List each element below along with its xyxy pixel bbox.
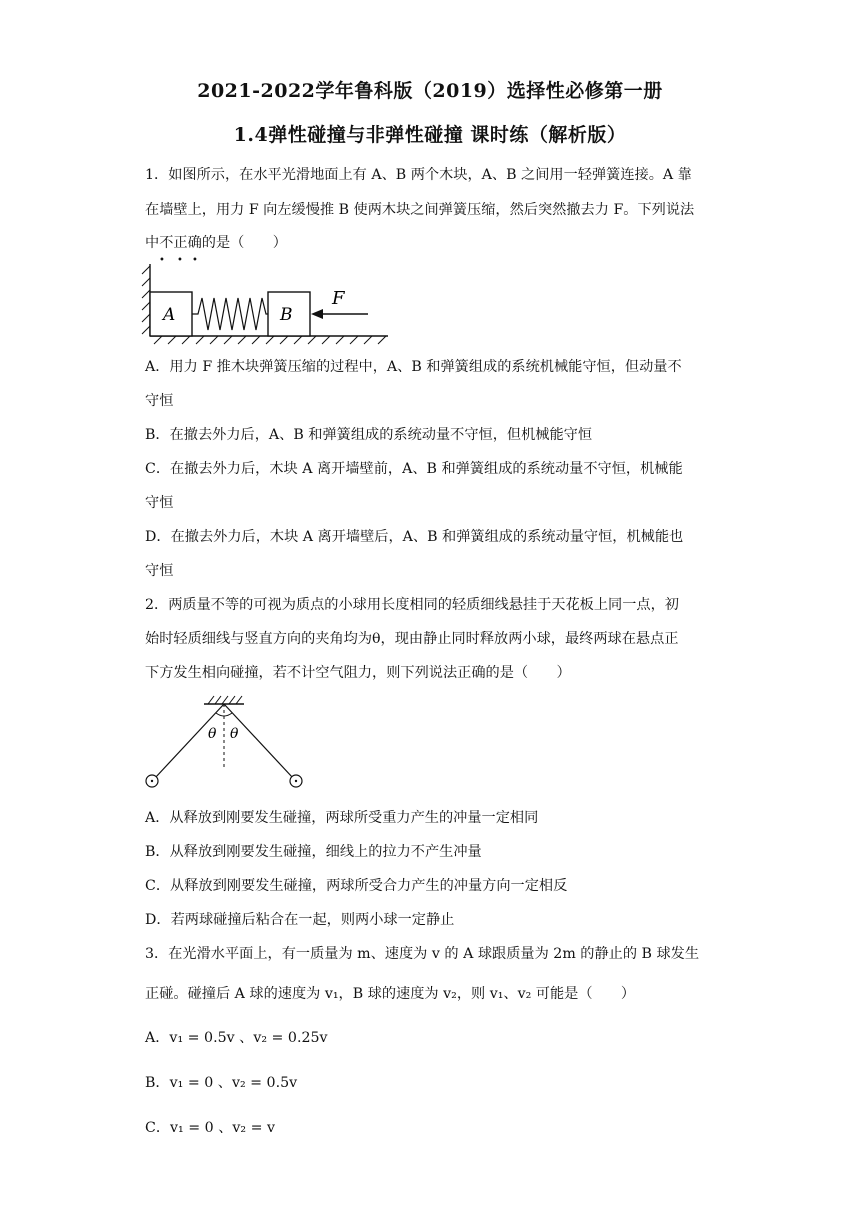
document-title-line1: 2021-2022学年鲁科版（2019）选择性必修第一册: [197, 80, 663, 102]
spring: [192, 298, 268, 330]
q3-stem-line1: 3．在光滑水平面上，有一质量为 m、速度为 v 的 A 球跟质量为 2m 的静止的 B 球发生: [145, 946, 700, 962]
theta-left-label: θ: [208, 726, 217, 742]
q3-option-a: A．v₁ = 0.5v 、v₂ = 0.25v: [145, 1030, 328, 1046]
emphasis-dot: •: [177, 255, 183, 266]
q3-option-c: C．v₁ = 0 、v₂ = v: [145, 1120, 276, 1136]
q2-option-d: D．若两球碰撞后粘合在一起，则两小球一定静止: [145, 912, 455, 928]
q3-stem-line2: 正碰。碰撞后 A 球的速度为 v₁，B 球的速度为 v₂，则 v₁、v₂ 可能是（ ）: [145, 986, 636, 1002]
q3-option-b: B．v₁ = 0 、v₂ = 0.5v: [145, 1075, 298, 1091]
force-arrowhead: [311, 309, 323, 319]
q1-option-c-line1: C．在撤去外力后，木块 A 离开墙壁前，A、B 和弹簧组成的系统动量不守恒，机械能: [145, 461, 683, 477]
q1-stem-text: 中不正确的是（ ）: [145, 235, 287, 251]
q2-stem-line2: 始时轻质细线与竖直方向的夹角均为θ，现由静止同时释放两小球，最终两球在悬点正: [145, 631, 679, 647]
q2-stem-line3: 下方发生相向碰撞，若不计空气阻力，则下列说法正确的是（ ）: [145, 665, 571, 681]
q1-option-b: B．在撤去外力后，A、B 和弹簧组成的系统动量不守恒，但机械能守恒: [145, 427, 593, 443]
block-a-label: A: [163, 305, 176, 325]
q1-option-c-line2: 守恒: [145, 495, 174, 511]
emphasis-dot: •: [159, 255, 165, 266]
document-title-line2: 1.4弹性碰撞与非弹性碰撞 课时练（解析版）: [233, 124, 627, 146]
q1-stem-line1: 1．如图所示，在水平光滑地面上有 A、B 两个木块，A、B 之间用一轻弹簧连接。A 靠: [145, 167, 692, 183]
q1-spring-block-figure: [140, 262, 400, 347]
theta-right-label: θ: [230, 726, 239, 742]
q1-option-a-line2: 守恒: [145, 393, 174, 409]
angle-arc: [216, 713, 232, 716]
emphasis-dot: •: [192, 255, 198, 266]
block-b-label: B: [280, 305, 293, 325]
force-label: F: [332, 288, 345, 309]
q1-option-d-line1: D．在撤去外力后，木块 A 离开墙壁后，A、B 和弹簧组成的系统动量守恒，机械能也: [145, 529, 684, 545]
q1-option-d-line2: 守恒: [145, 563, 174, 579]
q1-stem-line2: 在墙壁上，用力 F 向左缓慢推 B 使两木块之间弹簧压缩，然后突然撤去力 F。下列说法: [145, 202, 695, 218]
q2-pendulum-figure: [140, 694, 320, 794]
q1-stem-line3: [145, 233, 725, 266]
q2-option-a: A．从释放到刚要发生碰撞，两球所受重力产生的冲量一定相同: [145, 810, 539, 826]
q2-option-b: B．从释放到刚要发生碰撞，细线上的拉力不产生冲量: [145, 844, 482, 860]
q1-option-a-line1: A．用力 F 推木块弹簧压缩的过程中，A、B 和弹簧组成的系统机械能守恒，但动量不: [145, 359, 682, 375]
q2-stem-line1: 2．两质量不等的可视为质点的小球用长度相同的轻质细线悬挂于天花板上同一点，初: [145, 597, 679, 613]
q2-option-c: C．从释放到刚要发生碰撞，两球所受合力产生的冲量方向一定相反: [145, 878, 568, 894]
